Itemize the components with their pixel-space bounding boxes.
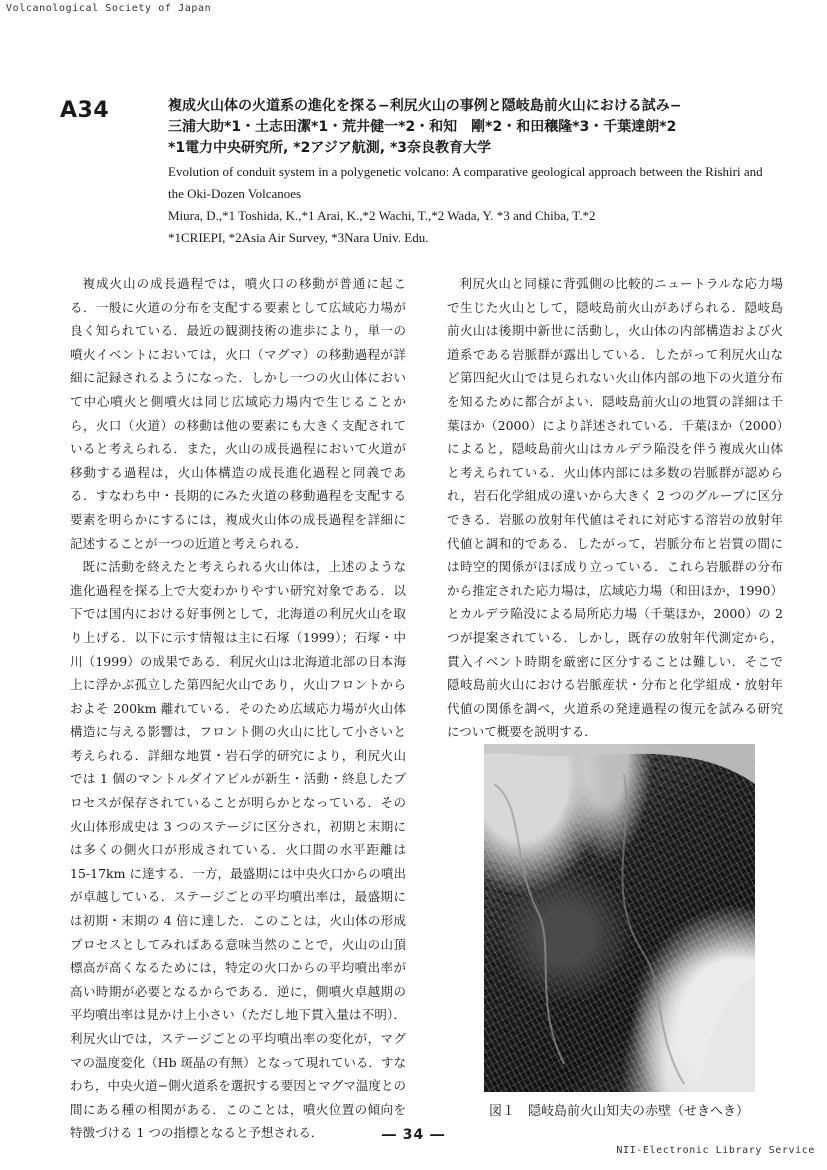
authors-ja: 三浦大助*1・土志田潔*1・荒井健一*2・和知 剛*2・和田穣隆*3・千葉達朗*2 xyxy=(168,119,677,135)
cliff-silhouette xyxy=(484,744,755,1092)
affiliations-ja: *1電力中央研究所, *2アジア航測, *3奈良教育大学 xyxy=(168,140,492,156)
cliff-photo xyxy=(484,744,755,1092)
body-column-right xyxy=(447,272,783,744)
abstract-id: A34 xyxy=(60,98,110,123)
society-header: Volcanological Society of Japan xyxy=(6,3,212,14)
figure-caption: 図１ 隠岐島前火山知夫の赤壁（せきへき） xyxy=(489,1104,750,1119)
body-column-left xyxy=(70,272,406,1145)
page-number: ― 34 ― xyxy=(381,1127,446,1143)
body-paragraph-3: 利尻火山と同様に背弧側の比較的ニュートラルな応力場で生じた火山として，隠岐島前火山があげられる．隠岐島前火山は後期中新世に活動し，火山体の内部構造および火道系である岩脈群が露出している．したがって利尻火山など第四紀火山では見られない火山体内部の地下の火道分布を知るために都合がよい．隠岐島前火山の地質の詳細は千葉ほか（2000）により詳述されている．千葉ほか（2000）によると，隠岐島前火山はカルデラ陥没を伴う複成火山体と考えられている．火山体内部には多数の岩脈群が認められ，岩石化学組成の違いから大きく 2 つのグループに区分できる．岩脈の放射年代値はそれに対応する溶岩の放射年代値と調和的である．したがって，岩脈分布と岩質の間には時空的関係がほぼ成り立っている．これら岩脈群の分布から推定された応力場は，広域応力場（和田ほか，1990）とカルデラ陥没による局所応力場（千葉ほか，2000）の 2 つが提案されている．しかし，既存の放射年代測定から，貫入イベント時期を厳密に区分することは難しい．そこで隠岐島前火山における岩脈産状・分布と化学組成・放射年代値の関係を調べ，火道系の発達過程の復元を試みる研究について概要を説明する． xyxy=(447,276,783,740)
body-paragraph-1: 複成火山の成長過程では，噴火口の移動が普通に起こる．一般に火道の分布を支配する要素として広域応力場が良く知られている．最近の観測技術の進歩により，単一の噴火イベントにおいては，火口（マグマ）の移動過程が詳細に記録されるようになった．しかし一つの火山体において中心噴火と側噴火は同じ広域応力場内で生じることから，火口（火道）の移動は他の要素にも大きく支配されていると考えられる．また，火山の成長過程において火道が移動する過程は，火山体構造の成長進化過程と同義である．すなわち中・長期的にみた火道の移動過程を支配する要素を明らかにするには，複成火山体の成長過程を詳細に記述することが一つの近道と考えられる． xyxy=(70,276,406,551)
library-service-footer: NII-Electronic Library Service xyxy=(616,1145,815,1156)
abstract-header xyxy=(168,96,798,249)
title-ja: 複成火山体の火道系の進化を探る−利尻火山の事例と隠岐島前火山における試み− xyxy=(168,98,682,114)
title-en-line2: the Oki-Dozen Volcanoes xyxy=(168,186,302,201)
title-en-line1: Evolution of conduit system in a polygenetic volcano: A comparative geological approach between the Rishiri and xyxy=(168,164,763,179)
affiliations-en: *1CRIEPI, *2Asia Air Survey, *3Nara Univ. Edu. xyxy=(168,230,429,245)
body-paragraph-2: 既に活動を終えたと考えられる火山体は，上述のような進化過程を探る上で大変わかりやすい研究対象である．以下では国内における好事例として，北海道の利尻火山を取り上げる．以下に示す情報は主に石塚（1999）；石塚・中川（1999）の成果である．利尻火山は北海道北部の日本海上に浮かぶ孤立した第四紀火山であり，火山フロントからおよそ 200km 離れている．そのため広域応力場が火山体構造に与える影響は，フロント側の火山に比して小さいと考えられる．詳細な地質・岩石学的研究により，利尻火山では 1 個のマントルダイアピルが新生・活動・終息したプロセスが保存されていることが明らかとなっている．その火山体形成史は 3 つのステージに区分され，初期と末期には多くの側火口が形成されている．火口間の水平距離は 15-17km に達する．一方，最盛期には中央火口からの噴出が卓越している．ステージごとの平均噴出率は，最盛期には初期・末期の 4 倍に達した．このことは，火山体の形成プロセスとしてみればある意味当然のことで，火山の山頂標高が高くなるためには，特定の火口からの平均噴出率が高い時期が必要となるからである．逆に，側噴火卓越期の平均噴出率は見かけ上小さい（ただし地下貫入量は不明）．利尻火山では，ステージごとの平均噴出率の変化が，マグマの温度変化（Hb 斑晶の有無）となって現れている．すなわち，中央火道−側火道系を選択する要因とマグマ温度との間にある種の相関がある．このことは，噴火位置の傾向を特徴づける 1 つの指標となると予想される． xyxy=(70,559,406,1141)
authors-en: Miura, D.,*1 Toshida, K.,*1 Arai, K.,*2 Wachi, T.,*2 Wada, Y. *3 and Chiba, T.*2 xyxy=(168,208,596,223)
